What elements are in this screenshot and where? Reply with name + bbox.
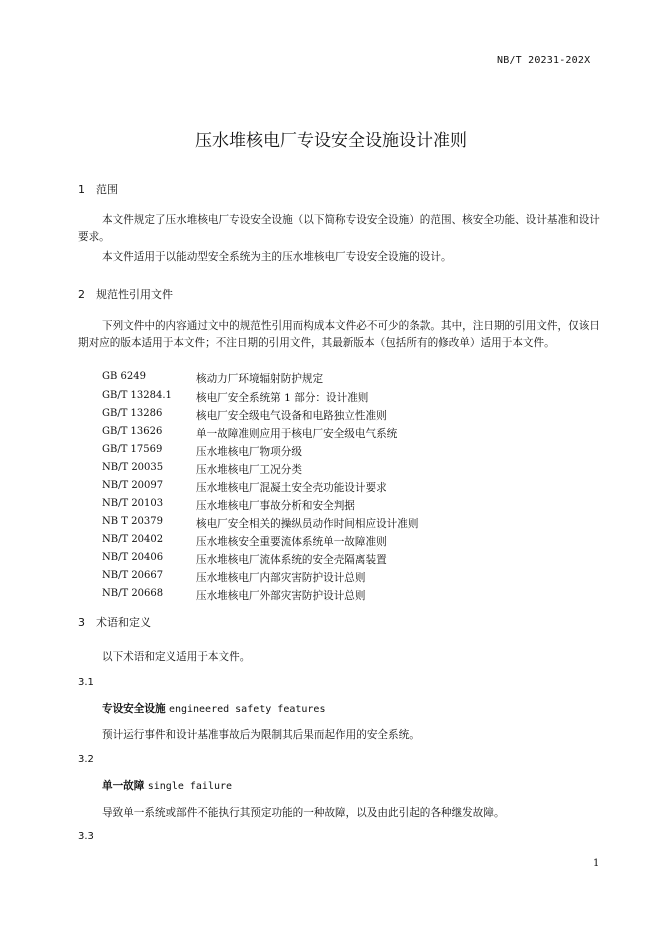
reference-code: NB/T 20035 [102, 462, 164, 473]
term-entry [102, 701, 325, 716]
section-heading-normative-references [78, 286, 173, 302]
reference-code: NB/T 20097 [102, 480, 164, 491]
section-number: 2 [78, 288, 85, 301]
section-title: 范围 [96, 183, 118, 196]
scope-paragraph-2: 本文件适用于以能动型安全系统为主的压水堆核电厂专设安全设施的设计。 [102, 251, 452, 263]
term-english: single failure [147, 781, 233, 792]
reference-item [0, 552, 662, 569]
term-number: 3.1 [78, 677, 94, 688]
reference-item [0, 408, 662, 425]
section-number: 1 [78, 183, 85, 196]
reference-item [0, 498, 662, 515]
reference-item [0, 390, 662, 407]
document-title: 压水堆核电厂专设安全设施设计准则 [195, 131, 467, 151]
terms-intro: 以下术语和定义适用于本文件。 [102, 651, 251, 663]
reference-title: 压水堆核电厂物项分级 [196, 446, 302, 458]
reference-title: 压水堆核电厂内部灾害防护设计总则 [196, 572, 366, 584]
reference-item [0, 588, 662, 605]
reference-item [0, 426, 662, 443]
reference-code: GB/T 13626 [102, 426, 163, 437]
reference-item [0, 480, 662, 497]
reference-item [0, 444, 662, 461]
term-chinese: 单一故障 [102, 780, 145, 792]
reference-item [0, 570, 662, 587]
term-english: engineered safety features [168, 704, 326, 715]
reference-title: 压水堆核电厂事故分析和安全判据 [196, 500, 355, 512]
reference-item [0, 371, 662, 388]
reference-code: NB/T 20402 [102, 534, 164, 545]
reference-code: GB 6249 [102, 371, 146, 382]
reference-code: GB/T 13286 [102, 408, 163, 419]
term-number: 3.3 [78, 831, 94, 842]
section-title: 术语和定义 [96, 616, 151, 629]
reference-title: 核动力厂环境辐射防护规定 [196, 373, 324, 385]
reference-code: NB/T 20406 [102, 552, 164, 563]
reference-title: 核电厂安全相关的操纵员动作时间相应设计准则 [196, 518, 419, 530]
reference-code: NB T 20379 [102, 516, 163, 527]
reference-title: 压水堆核电厂工况分类 [196, 464, 302, 476]
reference-title: 压水堆核电厂外部灾害防护设计总则 [196, 590, 366, 602]
term-number: 3.2 [78, 754, 94, 765]
reference-item [0, 516, 662, 533]
reference-title: 单一故障准则应用于核电厂安全级电气系统 [196, 428, 398, 440]
reference-title: 核电厂安全级电气设备和电路独立性准则 [196, 410, 387, 422]
reference-code: NB/T 20667 [102, 570, 164, 581]
scope-paragraph-1: 本文件规定了压水堆核电厂专设安全设施（以下简称专设安全设施）的范围、核安全功能、设计基准和设计要求。 [78, 214, 600, 243]
page-number: 1 [593, 858, 600, 869]
term-definition: 导致单一系统或部件不能执行其预定功能的一种故障，以及由此引起的各种继发故障。 [102, 807, 505, 819]
term-chinese: 专设安全设施 [102, 703, 166, 715]
term-definition: 预计运行事件和设计基准事故后为限制其后果而起作用的安全系统。 [102, 729, 420, 741]
reference-title: 核电厂安全系统第 1 部分：设计准则 [196, 392, 369, 404]
reference-item [0, 462, 662, 479]
reference-code: NB/T 20103 [102, 498, 164, 509]
references-intro: 下列文件中的内容通过文中的规范性引用而构成本文件必不可少的条款。其中，注日期的引用文件，仅该日期对应的版本适用于本文件；不注日期的引用文件，其最新版本（包括所有的修改单）适用于本文件。 [78, 320, 600, 349]
reference-code: GB/T 17569 [102, 444, 163, 455]
reference-code: NB/T 20668 [102, 588, 164, 599]
section-heading-terms-and-definitions [78, 614, 151, 630]
term-entry [102, 778, 232, 793]
reference-title: 压水堆核电厂混凝土安全壳功能设计要求 [196, 482, 387, 494]
reference-code: GB/T 13284.1 [102, 390, 172, 401]
document-code: NB/T 20231-202X [497, 55, 591, 66]
reference-title: 压水堆核安全重要流体系统单一故障准则 [196, 536, 387, 548]
section-title: 规范性引用文件 [96, 288, 173, 301]
section-number: 3 [78, 616, 85, 629]
reference-item [0, 534, 662, 551]
section-heading-scope [78, 181, 118, 197]
reference-title: 压水堆核电厂流体系统的安全壳隔离装置 [196, 554, 387, 566]
